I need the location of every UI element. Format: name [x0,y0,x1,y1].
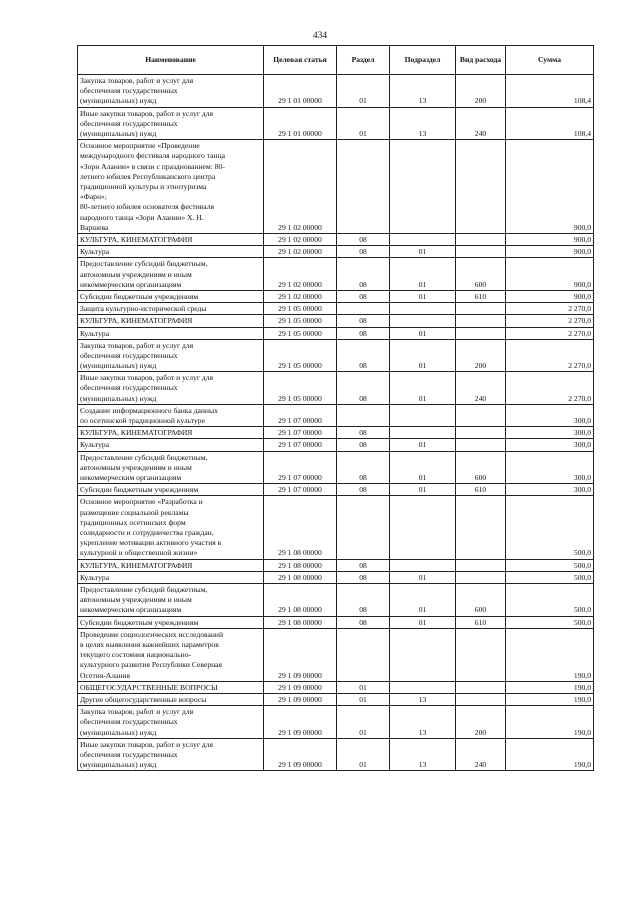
header-sum: Сумма [506,46,594,75]
header-row [78,46,594,75]
row-expense-type-cell: 200 [456,706,506,739]
row-section-cell: 08 [337,559,390,571]
row-section-cell [337,404,390,426]
row-name-cell: Субсидии бюджетным учреждениям [78,290,264,302]
row-subsection-cell [390,496,456,559]
row-subsection-cell [390,140,456,234]
table-row [78,258,594,291]
row-section-cell [337,496,390,559]
row-section-cell: 08 [337,584,390,617]
row-name-cell: Закупка товаров, работ и услуг для обеспечения государственных (муниципальных) нужд [78,706,264,739]
row-expense-type-cell: 600 [456,451,506,484]
row-target-cell: 29 1 07 00000 [264,439,337,451]
row-subsection-cell: 13 [390,693,456,705]
row-subsection-cell: 01 [390,571,456,583]
row-sum-cell: 500,0 [506,571,594,583]
row-expense-type-cell [456,233,506,245]
row-expense-type-cell [456,559,506,571]
header-target: Целевая статья [264,46,337,75]
row-target-cell: 29 1 07 00000 [264,451,337,484]
row-subsection-cell [390,681,456,693]
row-expense-type-cell: 200 [456,75,506,108]
row-section-cell [337,140,390,234]
row-subsection-cell: 01 [390,290,456,302]
row-section-cell: 08 [337,439,390,451]
row-name-cell: Проведение социологических исследований в целях выявления важнейших параметров текущего состояния национально- культурного развития Республики Северная Осетия-Алания [78,628,264,681]
row-sum-cell: 2 270,0 [506,303,594,315]
row-sum-cell: 300,0 [506,484,594,496]
row-expense-type-cell: 240 [456,738,506,771]
row-section-cell: 08 [337,484,390,496]
row-name-cell: Основное мероприятие «Проведение международного фестиваля народного танца «Зори Алании» в связи с празднованием: 80- летнего юбилея Республиканского центра традиционной культуры и этнотуризма «Фарн»; 80-летнего юбилея основателя фестиваля народного танца «Зори Алании» Х. Н. Варшева [78,140,264,234]
row-target-cell: 29 1 05 00000 [264,327,337,339]
row-name-cell: Защита культурно-исторической среды [78,303,264,315]
row-target-cell: 29 1 02 00000 [264,258,337,291]
table-row [78,75,594,108]
row-subsection-cell: 01 [390,372,456,405]
table-row [78,559,594,571]
row-target-cell: 29 1 02 00000 [264,290,337,302]
row-name-cell: Создание информационного банка данных по осетинской традиционной культуре [78,404,264,426]
row-sum-cell: 900,0 [506,290,594,302]
row-expense-type-cell [456,681,506,693]
row-expense-type-cell: 610 [456,484,506,496]
row-name-cell: Иные закупки товаров, работ и услуг для обеспечения государственных (муниципальных) нужд [78,738,264,771]
table-row [78,372,594,405]
row-subsection-cell: 01 [390,484,456,496]
row-expense-type-cell [456,140,506,234]
table-row [78,404,594,426]
row-expense-type-cell [456,427,506,439]
table-row [78,584,594,617]
row-subsection-cell [390,559,456,571]
table-row [78,140,594,234]
row-subsection-cell: 13 [390,706,456,739]
row-target-cell: 29 1 07 00000 [264,427,337,439]
row-target-cell: 29 1 09 00000 [264,693,337,705]
row-section-cell: 01 [337,681,390,693]
row-section-cell: 08 [337,571,390,583]
row-target-cell: 29 1 08 00000 [264,559,337,571]
row-target-cell: 29 1 02 00000 [264,233,337,245]
row-section-cell: 08 [337,315,390,327]
row-sum-cell: 190,0 [506,681,594,693]
row-subsection-cell: 13 [390,75,456,108]
row-expense-type-cell [456,439,506,451]
row-subsection-cell: 13 [390,738,456,771]
row-sum-cell: 300,0 [506,427,594,439]
row-expense-type-cell [456,571,506,583]
row-section-cell: 01 [337,738,390,771]
row-name-cell: Иные закупки товаров, работ и услуг для обеспечения государственных (муниципальных) нужд [78,107,264,140]
row-subsection-cell [390,303,456,315]
row-expense-type-cell [456,496,506,559]
row-name-cell: Закупка товаров, работ и услуг для обеспечения государственных (муниципальных) нужд [78,75,264,108]
row-expense-type-cell [456,327,506,339]
row-subsection-cell [390,315,456,327]
row-expense-type-cell: 600 [456,584,506,617]
row-sum-cell: 2 270,0 [506,315,594,327]
row-section-cell: 01 [337,107,390,140]
row-target-cell: 29 1 08 00000 [264,571,337,583]
row-sum-cell: 108,4 [506,75,594,108]
row-target-cell: 29 1 09 00000 [264,738,337,771]
row-subsection-cell: 01 [390,616,456,628]
row-section-cell: 01 [337,693,390,705]
row-name-cell: КУЛЬТУРА, КИНЕМАТОГРАФИЯ [78,427,264,439]
row-sum-cell: 190,0 [506,693,594,705]
row-target-cell: 29 1 09 00000 [264,706,337,739]
row-expense-type-cell [456,246,506,258]
row-sum-cell: 300,0 [506,404,594,426]
table-body [78,75,594,771]
row-sum-cell: 900,0 [506,246,594,258]
row-section-cell: 01 [337,75,390,108]
table-row [78,439,594,451]
row-target-cell: 29 1 05 00000 [264,303,337,315]
table-row [78,571,594,583]
row-name-cell: Культура [78,327,264,339]
row-target-cell: 29 1 09 00000 [264,681,337,693]
header-subsection: Подраздел [390,46,456,75]
row-name-cell: Культура [78,246,264,258]
row-expense-type-cell: 600 [456,258,506,291]
budget-table [77,45,594,771]
row-sum-cell: 2 270,0 [506,327,594,339]
row-name-cell: ОБЩЕГОСУДАРСТВЕННЫЕ ВОПРОСЫ [78,681,264,693]
row-target-cell: 29 1 02 00000 [264,140,337,234]
row-target-cell: 29 1 01 00000 [264,107,337,140]
row-name-cell: Культура [78,439,264,451]
row-section-cell [337,303,390,315]
row-section-cell: 08 [337,258,390,291]
row-sum-cell: 500,0 [506,496,594,559]
row-section-cell: 08 [337,427,390,439]
row-target-cell: 29 1 09 00000 [264,628,337,681]
row-target-cell: 29 1 05 00000 [264,372,337,405]
row-section-cell [337,628,390,681]
row-subsection-cell: 01 [390,584,456,617]
row-subsection-cell: 01 [390,258,456,291]
row-expense-type-cell [456,404,506,426]
table-row [78,616,594,628]
row-target-cell: 29 1 08 00000 [264,496,337,559]
row-sum-cell: 190,0 [506,628,594,681]
row-sum-cell: 300,0 [506,451,594,484]
row-section-cell: 08 [337,290,390,302]
row-section-cell: 08 [337,372,390,405]
row-sum-cell: 500,0 [506,616,594,628]
row-name-cell: Субсидии бюджетным учреждениям [78,484,264,496]
row-sum-cell: 2 270,0 [506,372,594,405]
row-expense-type-cell [456,303,506,315]
row-subsection-cell [390,233,456,245]
row-expense-type-cell: 610 [456,290,506,302]
row-expense-type-cell [456,628,506,681]
row-sum-cell: 2 270,0 [506,339,594,372]
row-target-cell: 29 1 07 00000 [264,484,337,496]
row-target-cell: 29 1 05 00000 [264,315,337,327]
table-row [78,290,594,302]
table-row [78,315,594,327]
table-row [78,327,594,339]
row-name-cell: Предоставление субсидий бюджетным, автономным учреждениям и иным некоммерческим организациям [78,451,264,484]
table-row [78,496,594,559]
row-sum-cell: 108,4 [506,107,594,140]
row-target-cell: 29 1 02 00000 [264,246,337,258]
row-sum-cell: 190,0 [506,706,594,739]
table-row [78,681,594,693]
row-subsection-cell: 13 [390,107,456,140]
row-sum-cell: 190,0 [506,738,594,771]
table-row [78,706,594,739]
row-target-cell: 29 1 07 00000 [264,404,337,426]
row-expense-type-cell: 610 [456,616,506,628]
table-row [78,628,594,681]
table-row [78,246,594,258]
row-name-cell: КУЛЬТУРА, КИНЕМАТОГРАФИЯ [78,559,264,571]
table-row [78,451,594,484]
row-expense-type-cell: 200 [456,339,506,372]
row-name-cell: Закупка товаров, работ и услуг для обеспечения государственных (муниципальных) нужд [78,339,264,372]
row-subsection-cell [390,427,456,439]
row-name-cell: КУЛЬТУРА, КИНЕМАТОГРАФИЯ [78,315,264,327]
row-subsection-cell: 01 [390,246,456,258]
row-name-cell: Другие общегосударственные вопросы [78,693,264,705]
header-expense-type: Вид расхода [456,46,506,75]
row-sum-cell: 900,0 [506,258,594,291]
row-sum-cell: 500,0 [506,559,594,571]
row-sum-cell: 900,0 [506,233,594,245]
row-subsection-cell: 01 [390,451,456,484]
row-section-cell: 08 [337,233,390,245]
row-section-cell: 08 [337,339,390,372]
row-name-cell: Субсидии бюджетным учреждениям [78,616,264,628]
row-expense-type-cell [456,315,506,327]
row-target-cell: 29 1 08 00000 [264,616,337,628]
row-sum-cell: 500,0 [506,584,594,617]
row-sum-cell: 900,0 [506,140,594,234]
page-number: 434 [312,31,328,41]
header-name: Наименование [78,46,264,75]
row-section-cell: 08 [337,327,390,339]
table-row [78,427,594,439]
row-name-cell: Предоставление субсидий бюджетным, автономным учреждениям и иным некоммерческим организациям [78,584,264,617]
row-expense-type-cell: 240 [456,107,506,140]
row-subsection-cell: 01 [390,439,456,451]
row-subsection-cell [390,404,456,426]
table-row [78,484,594,496]
row-target-cell: 29 1 01 00000 [264,75,337,108]
table-row [78,107,594,140]
row-section-cell: 08 [337,616,390,628]
row-subsection-cell: 01 [390,327,456,339]
row-section-cell: 08 [337,451,390,484]
table-row [78,303,594,315]
row-name-cell: Предоставление субсидий бюджетным, автономным учреждениям и иным некоммерческим организациям [78,258,264,291]
table-row [78,738,594,771]
row-expense-type-cell [456,693,506,705]
row-subsection-cell: 01 [390,339,456,372]
header-section: Раздел [337,46,390,75]
row-subsection-cell [390,628,456,681]
row-section-cell: 01 [337,706,390,739]
row-name-cell: Основное мероприятие «Разработка и размещение социальной рекламы традиционных осетинских форм солидарности и сотрудничества граждан, укрепление мотивации активного участия в культурной и общественной жизни» [78,496,264,559]
row-target-cell: 29 1 08 00000 [264,584,337,617]
row-name-cell: Культура [78,571,264,583]
row-sum-cell: 300,0 [506,439,594,451]
row-target-cell: 29 1 05 00000 [264,339,337,372]
row-expense-type-cell: 240 [456,372,506,405]
row-name-cell: Иные закупки товаров, работ и услуг для обеспечения государственных (муниципальных) нужд [78,372,264,405]
table-row [78,233,594,245]
table-row [78,693,594,705]
row-section-cell: 08 [337,246,390,258]
table-row [78,339,594,372]
row-name-cell: КУЛЬТУРА, КИНЕМАТОГРАФИЯ [78,233,264,245]
